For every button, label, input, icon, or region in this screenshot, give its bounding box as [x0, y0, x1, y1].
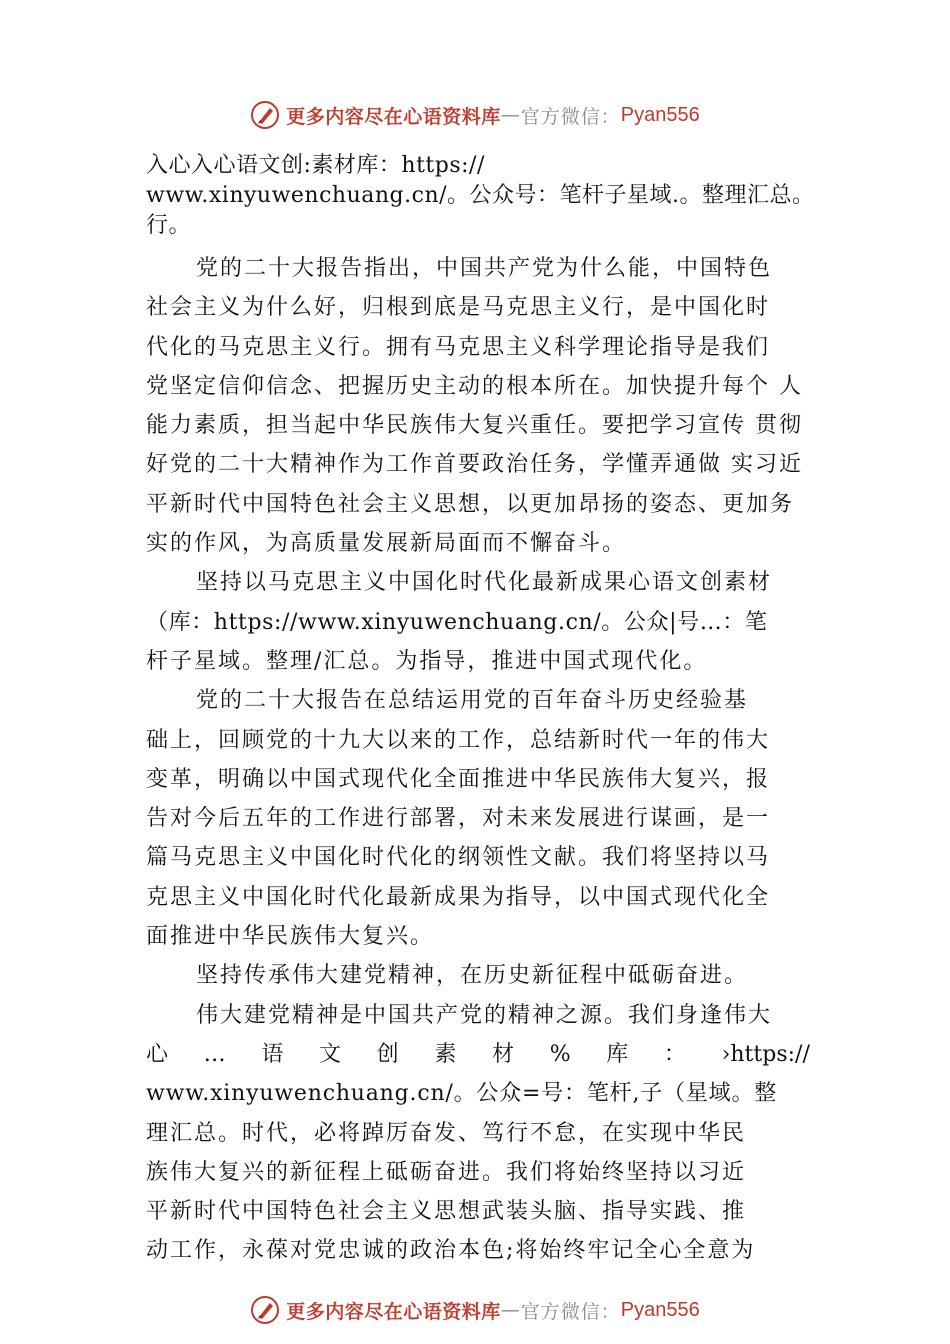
- paragraph-line: 好党的二十大精神作为工作首要政治任务，学懂弄通做 实习近: [146, 452, 803, 478]
- spread-char: %: [549, 1041, 571, 1067]
- paragraph-line: 杆子星域。整理/汇总。为指导，推进中国式现代化。: [146, 648, 708, 674]
- paragraph-line: 平新时代中国特色社会主义思想武装头脑、指导实践、推: [146, 1199, 747, 1225]
- spread-char: 库: [606, 1041, 629, 1067]
- paragraph-line: 变革，明确以中国式现代化全面推进中华民族伟大复兴，报: [146, 766, 771, 792]
- spread-char: 语: [261, 1041, 284, 1067]
- paragraph-line: 伟大建党精神是中国共产党的精神之源。我们身逢伟大: [196, 1002, 773, 1028]
- paragraph-line: 党坚定信仰信念、把握历史主动的根本所在。加快提升每个 人: [146, 373, 803, 399]
- header-line: www.xinyuwenchuang.cn/。公众号：笔杆子星域.。整理汇总。: [146, 183, 815, 208]
- spread-char: ›https://: [721, 1041, 810, 1067]
- pen-logo-icon: [250, 100, 280, 130]
- banner-dash: —: [500, 104, 521, 126]
- header-line: 行。: [146, 213, 192, 238]
- banner-sub-text: 官方微信：: [520, 105, 621, 128]
- banner-wechat-id: Pyan556: [620, 103, 700, 126]
- paragraph-line: 党的二十大报告指出，中国共产党为什么能，中国特色: [196, 256, 773, 281]
- paragraph-line: 实的作风，为高质量发展新局面而不懈奋斗。: [146, 531, 627, 557]
- paragraph-line: 理汇总。时代，必将踔厉奋发、笃行不怠，在实现中华民: [146, 1120, 747, 1146]
- spread-char: ：: [663, 1041, 686, 1067]
- paragraph-line: 代化的马克思主义行。拥有马克思主义科学理论指导是我们: [146, 334, 771, 360]
- header-banner: [0, 95, 950, 135]
- spread-line: [146, 1035, 810, 1074]
- paragraph-line: 社会主义为什么好，归根到底是马克思主义行，是中国化时: [146, 295, 771, 321]
- spread-char: 素: [434, 1041, 457, 1067]
- banner-sub-text: 官方微信：: [520, 1300, 621, 1323]
- footer-banner: [0, 1290, 950, 1330]
- spread-char: 心: [146, 1041, 169, 1067]
- banner-main-text: 更多内容尽在心语资料库: [286, 1300, 501, 1323]
- header-line: 入心入心语文创:素材库：https://: [146, 153, 485, 178]
- paragraph-line: （库：https://www.xinyuwenchuang.cn/。公众|号…：笔: [146, 609, 768, 635]
- banner-main-text: 更多内容尽在心语资料库: [286, 105, 501, 128]
- paragraph-line: 坚持以马克思主义中国化时代化最新成果心语文创素材: [196, 570, 773, 596]
- paragraph-line: 篇马克思主义中国化时代化的纲领性文献。我们将坚持以马: [146, 845, 771, 871]
- paragraph-line: www.xinyuwenchuang.cn/。公众=号：笔杆,子（星域。整: [146, 1081, 778, 1107]
- banner-dash: —: [500, 1299, 521, 1321]
- paragraph-line: 能力素质，担当起中华民族伟大复兴重任。要把学习宣传 贯彻: [146, 413, 803, 439]
- spread-char: 文: [319, 1041, 342, 1067]
- paragraph-line: 告对今后五年的工作进行部署，对未来发展进行谋画，是一: [146, 806, 771, 832]
- paragraph-line: 面推进中华民族伟大复兴。: [146, 924, 435, 950]
- banner-wechat-id: Pyan556: [620, 1298, 700, 1321]
- paragraph-line: 党的二十大报告在总结运用党的百年奋斗历史经验基: [196, 688, 749, 714]
- spread-char: …: [203, 1041, 226, 1067]
- paragraph-line: 克思主义中国化时代化最新成果为指导，以中国式现代化全: [146, 884, 771, 910]
- paragraph-line: 平新时代中国特色社会主义思想，以更加昂扬的姿态、更加务: [146, 491, 795, 517]
- document-body: [146, 151, 815, 1271]
- spread-char: 材: [492, 1041, 515, 1067]
- paragraph-line: 础上，回顾党的十九大以来的工作，总结新时代一年的伟大: [146, 727, 771, 753]
- paragraph-line: 族伟大复兴的新征程上砥砺奋进。我们将始终坚持以习近: [146, 1159, 747, 1185]
- paragraph-line: 坚持传承伟大建党精神，在历史新征程中砥砺奋进。: [196, 963, 749, 989]
- pen-logo-icon: [250, 1295, 280, 1325]
- paragraph-line: 动工作，永葆对党忠诚的政治本色;将始终牢记全心全意为: [146, 1238, 756, 1264]
- spread-char: 创: [376, 1041, 399, 1067]
